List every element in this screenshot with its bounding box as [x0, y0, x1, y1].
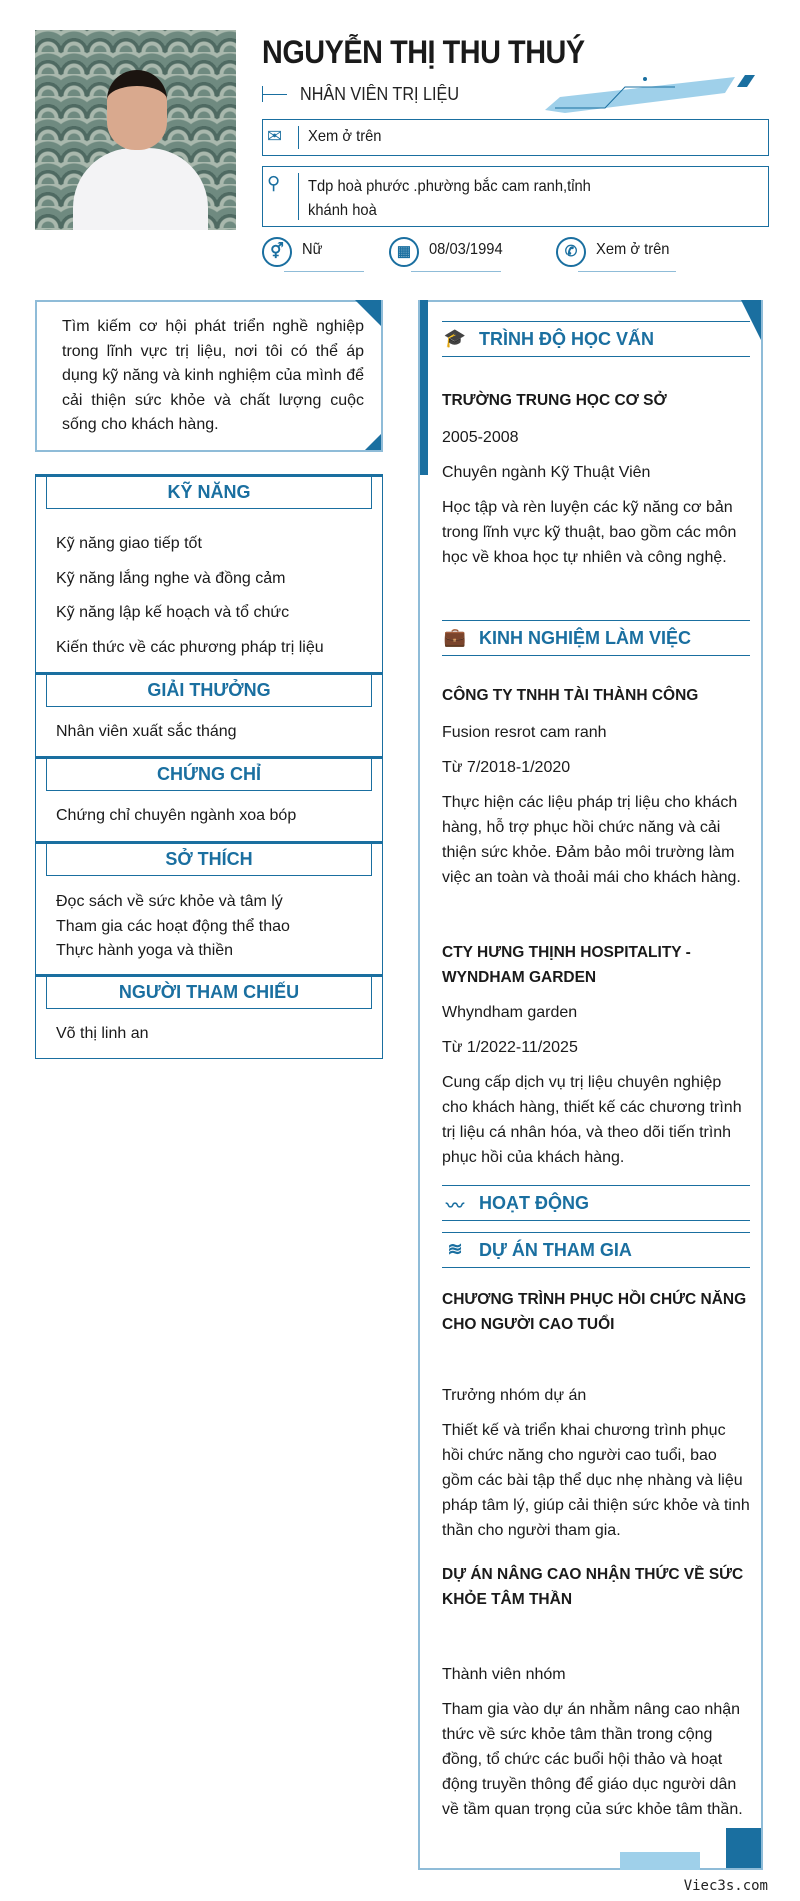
- education-heading: 🎓 TRÌNH ĐỘ HỌC VẤN: [442, 321, 750, 357]
- job-period: Từ 1/2022-11/2025: [442, 1039, 578, 1056]
- email-field: ✉ Xem ở trên: [262, 119, 769, 156]
- company-name: CÔNG TY TNHH TÀI THÀNH CÔNG: [442, 687, 699, 704]
- hobbies-section: [35, 841, 383, 975]
- location-pin-icon: ⚲: [267, 173, 281, 193]
- envelope-icon: ✉: [267, 126, 283, 146]
- certificates-section: [35, 756, 383, 842]
- list-item: Chứng chỉ chuyên ngành xoa bóp: [56, 807, 297, 824]
- watermark: Viec3s.com: [683, 1878, 768, 1894]
- layers-icon: ≋: [447, 1239, 463, 1259]
- project-role: Thành viên nhóm: [442, 1666, 566, 1683]
- list-item: Thực hành yoga và thiền: [56, 942, 234, 959]
- project-name: DỰ ÁN NÂNG CAO NHẬN THỨC VỀ SỨC KHỎE TÂM THẦN: [442, 1566, 744, 1608]
- list-item: Kỹ năng giao tiếp tốt: [56, 535, 202, 552]
- graduation-cap-icon: 🎓: [443, 328, 467, 348]
- project-description: Tham gia vào dự án nhằm nâng cao nhận thức về sức khỏe tâm thần trong cộng đồng, tổ chức các buổi hội thảo và hoạt động truyền thông để giáo dục người dân về tầm quan trọng của sức khỏe tâm thần.: [442, 1701, 743, 1818]
- skills-section: [35, 474, 383, 674]
- job-description: Thực hiện các liệu pháp trị liệu cho khách hàng, hỗ trợ phục hồi chức năng và cải thiện sức khỏe. Đảm bảo môi trường làm việc an toàn và thoải mái cho khách hàng.: [442, 794, 741, 886]
- project-name: CHƯƠNG TRÌNH PHỤC HỒI CHỨC NĂNG CHO NGƯỜI CAO TUỔI: [442, 1291, 747, 1333]
- projects-heading: ≋ DỰ ÁN THAM GIA: [442, 1232, 750, 1268]
- briefcase-icon: 💼: [443, 627, 467, 647]
- gender-icon: ⚥: [262, 237, 292, 267]
- phone-icon: ✆: [556, 237, 586, 267]
- calendar-icon: ▦: [389, 237, 419, 267]
- list-item: Tham gia các hoạt động thể thao: [56, 917, 290, 935]
- education-major: Chuyên ngành Kỹ Thuật Viên: [442, 464, 651, 481]
- section-heading: CHỨNG CHỈ: [46, 759, 372, 791]
- title-connector: [262, 86, 288, 102]
- section-heading: KỸ NĂNG: [46, 477, 372, 509]
- pulse-icon: 〰: [446, 1196, 464, 1216]
- candidate-name: NGUYỄN THỊ THU THUÝ: [262, 34, 585, 70]
- job-position: Whyndham garden: [442, 1004, 578, 1021]
- job-description: Cung cấp dịch vụ trị liệu chuyên nghiệp cho khách hàng, thiết kế các chương trình trị liệu cá nhân hóa, và theo dõi tiến trình phục hồi của khách hàng.: [442, 1074, 742, 1166]
- list-item: Nhân viên xuất sắc tháng: [56, 723, 237, 740]
- profile-photo: [35, 30, 236, 230]
- section-heading: SỞ THÍCH: [46, 844, 372, 876]
- activities-heading: 〰 HOẠT ĐỘNG: [442, 1185, 750, 1221]
- decorative-circuit: [545, 75, 775, 115]
- experience-heading: 💼 KINH NGHIỆM LÀM VIỆC: [442, 620, 750, 656]
- main-content-panel: [418, 300, 763, 1870]
- awards-section: [35, 672, 383, 758]
- section-heading: NGƯỜI THAM CHIẾU: [46, 977, 372, 1009]
- education-period: 2005-2008: [442, 429, 519, 446]
- list-item: Kiến thức về các phương pháp trị liệu: [56, 638, 324, 656]
- job-period: Từ 7/2018-1/2020: [442, 759, 571, 776]
- education-description: Học tập và rèn luyện các kỹ năng cơ bản trong lĩnh vực kỹ thuật, bao gồm các môn học về khoa học tự nhiên và công nghệ.: [442, 499, 737, 566]
- list-item: Kỹ năng lắng nghe và đồng cảm: [56, 569, 286, 587]
- address-field: ⚲ Tdp hoà phước .phường bắc cam ranh,tỉnh khánh hoà: [262, 166, 769, 227]
- list-item: Kỹ năng lập kế hoạch và tổ chức: [56, 604, 290, 621]
- project-role: Trưởng nhóm dự án: [442, 1387, 587, 1404]
- project-description: Thiết kế và triển khai chương trình phục hồi chức năng cho người cao tuổi, bao gồm các bài tập thể dục nhẹ nhàng và liệu pháp tâm lý, giúp cải thiện sức khỏe và tinh thần cho người tham gia.: [442, 1422, 750, 1539]
- job-position: Fusion resrot cam ranh: [442, 724, 607, 741]
- company-name: CTY HƯNG THỊNH HOSPITALITY - WYNDHAM GARDEN: [442, 944, 691, 986]
- school-name: TRƯỜNG TRUNG HỌC CƠ SỞ: [442, 392, 667, 409]
- job-title: NHÂN VIÊN TRỊ LIỆU: [300, 84, 460, 104]
- references-section: [35, 974, 383, 1059]
- section-heading: GIẢI THƯỞNG: [46, 675, 372, 707]
- list-item: Đọc sách về sức khỏe và tâm lý: [56, 893, 283, 910]
- list-item: Võ thị linh an: [56, 1025, 149, 1042]
- career-objective: Tìm kiếm cơ hội phát triển nghề nghiệp trong lĩnh vực trị liệu, nơi tôi có thể áp dụng kỹ năng và kinh nghiệm của mình để cải thiện sức khỏe và chất lượng cuộc sống cho khách hàng.: [35, 300, 383, 452]
